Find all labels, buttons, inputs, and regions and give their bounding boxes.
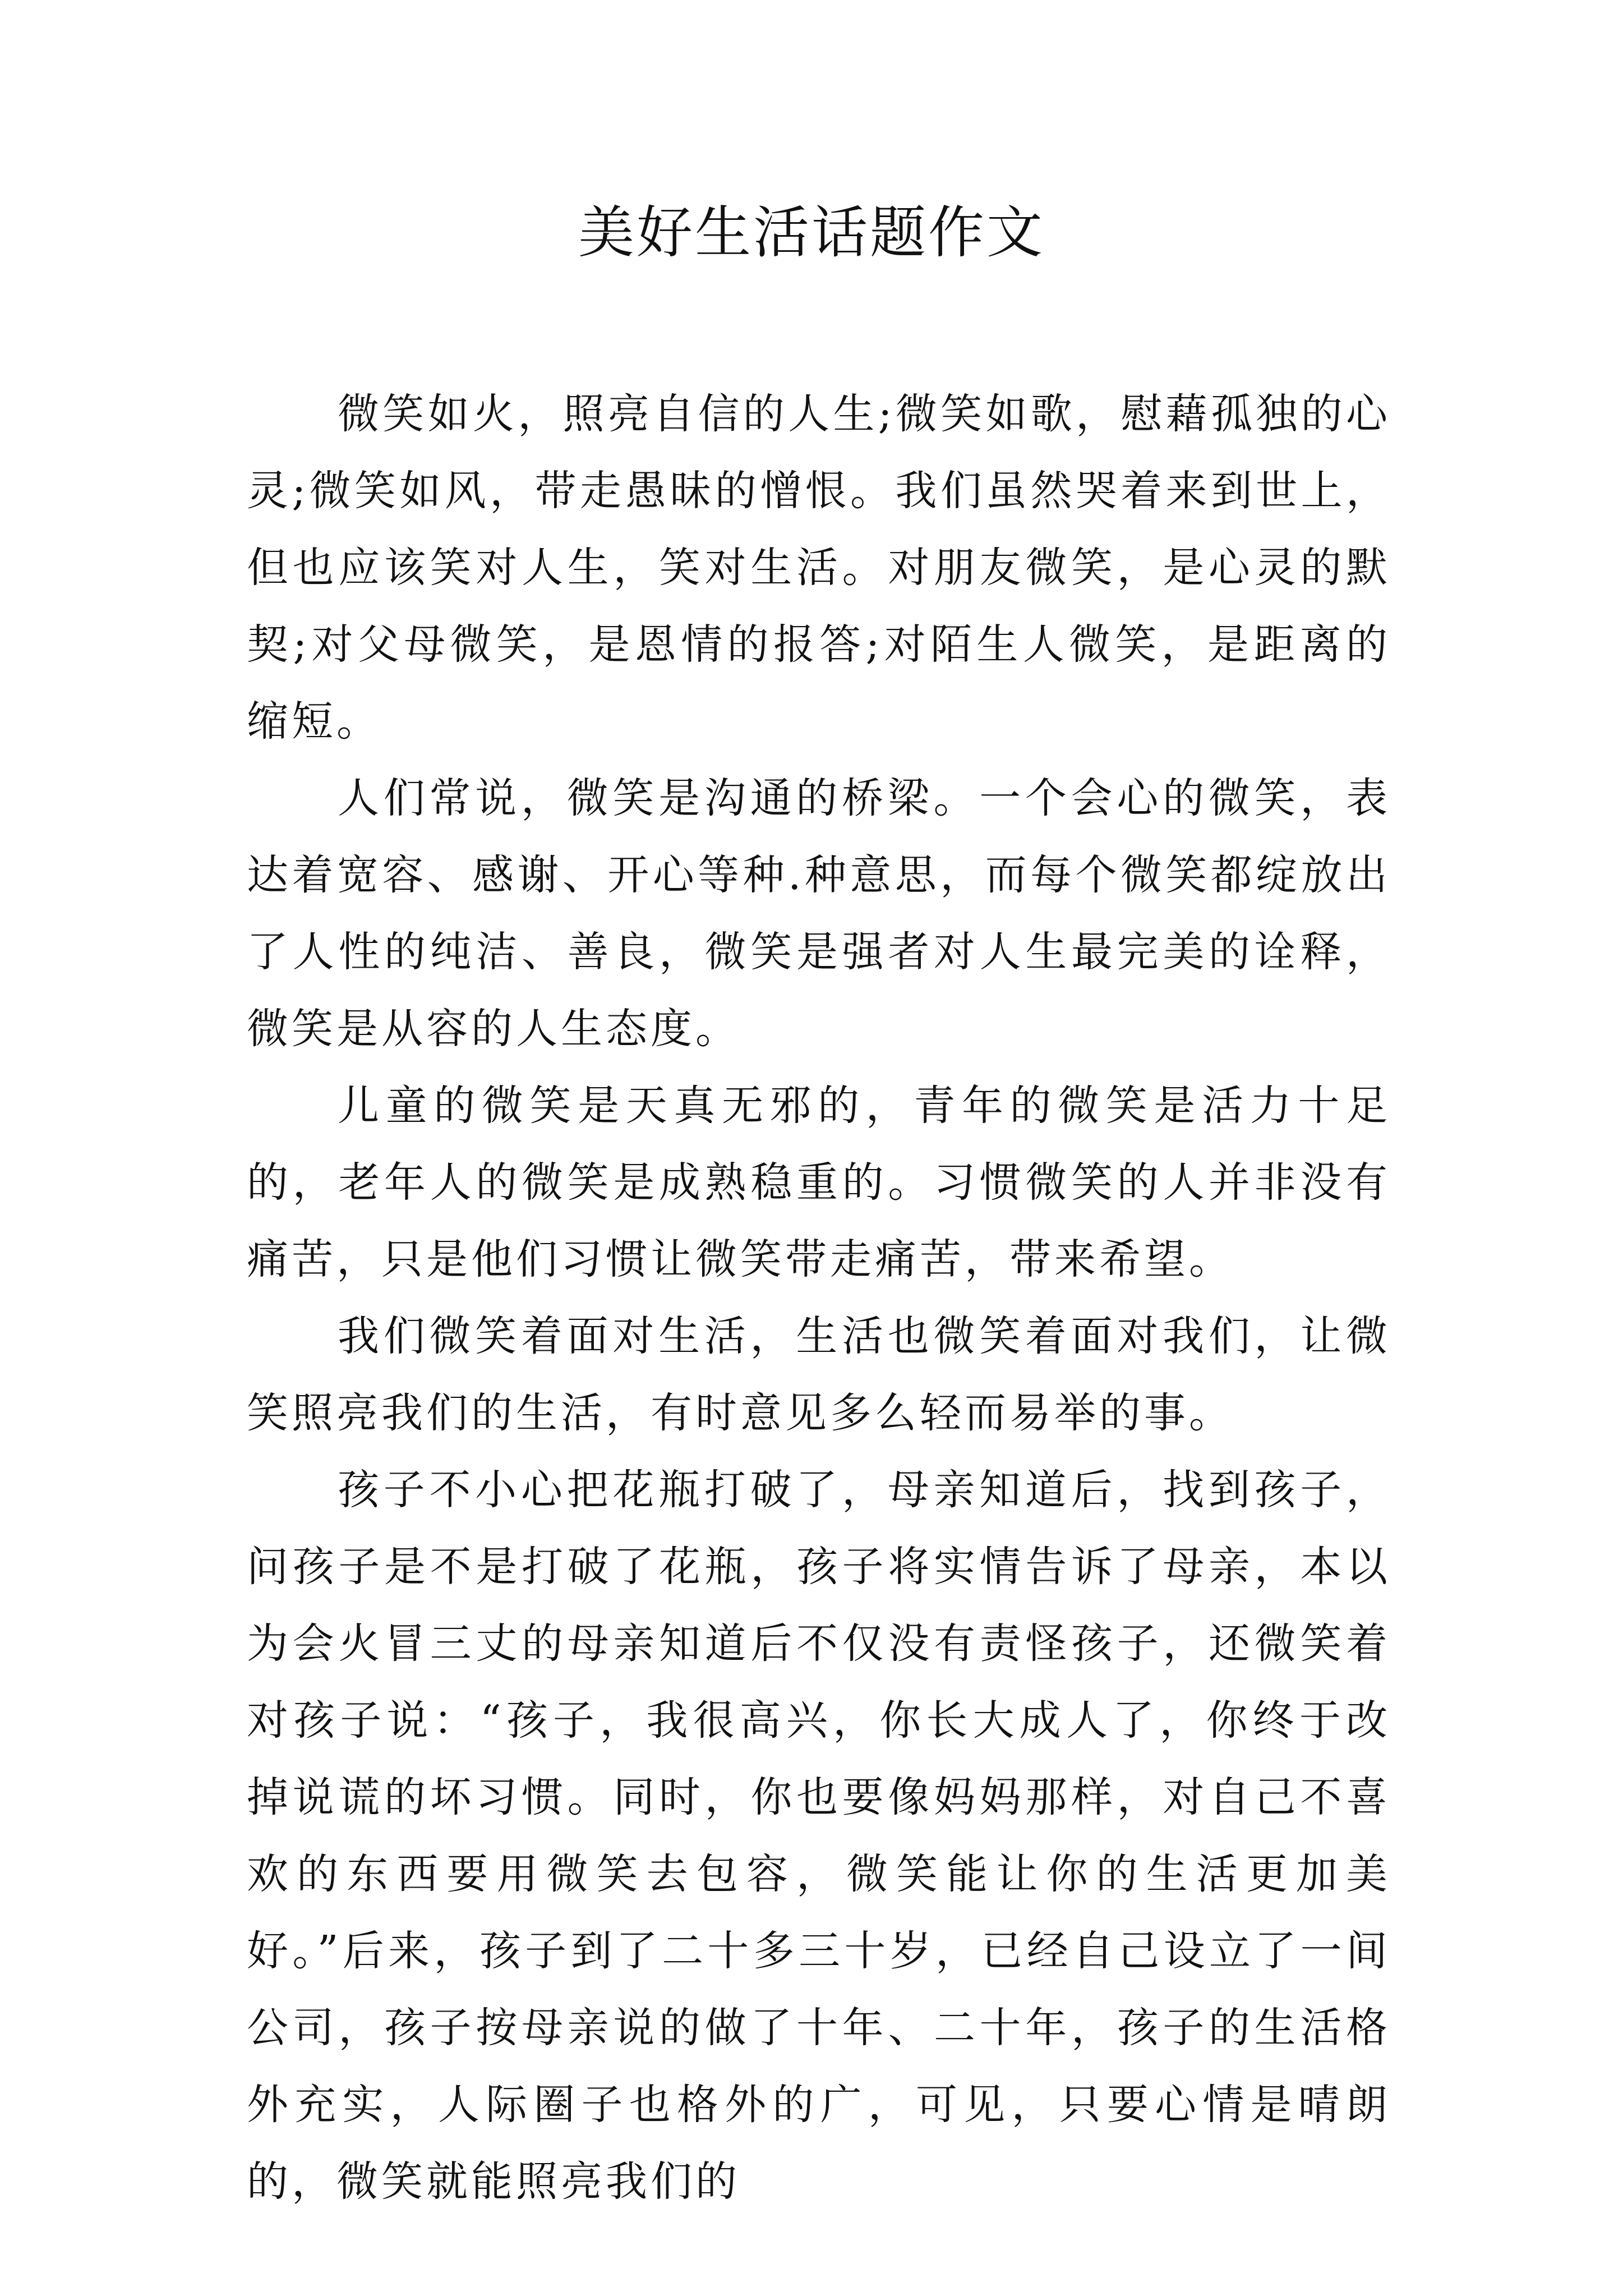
document-title: 美好生活话题作文 — [578, 200, 1045, 265]
paragraph-2: 人们常说，微笑是沟通的桥梁。一个会心的微笑，表达着宽容、感谢、开心等种.种意思，而每个微笑都绽放出了人性的纯洁、善良，微笑是强者对人生最完美的诠释，微笑是从容的人生态度。 — [247, 774, 1391, 1053]
paragraph-1: 微笑如火，照亮自信的人生;微笑如歌，慰藉孤独的心灵;微笑如风，带走愚昧的憎恨。我们虽然哭着来到世上，但也应该笑对人生，笑对生活。对朋友微笑，是心灵的默契;对父母微笑，是恩情的报答;对陌生人微笑，是距离的缩短。 — [247, 390, 1391, 746]
paragraph-5: 孩子不小心把花瓶打破了，母亲知道后，找到孩子，问孩子是不是打破了花瓶，孩子将实情告诉了母亲，本以为会火冒三丈的母亲知道后不仅没有责怪孩子，还微笑着对孩子说：“孩子，我很高兴，你长大成人了，你终于改掉说谎的坏习惯。同时，你也要像妈妈那样，对自己不喜欢的东西要用微笑去包容，微笑能让你的生活更加美好。”后来，孩子到了二十多三十岁，已经自己设立了一间公司，孩子按母亲说的做了十年、二十年，孩子的生活格外充实，人际圈子也格外的广，可见，只要心情是晴朗的，微笑就能照亮我们的 — [247, 1466, 1391, 2206]
paragraph-4: 我们微笑着面对生活，生活也微笑着面对我们，让微笑照亮我们的生活，有时意见多么轻而易举的事。 — [247, 1312, 1391, 1437]
document-body — [247, 376, 1391, 2220]
paragraph-3: 儿童的微笑是天真无邪的，青年的微笑是活力十足的，老年人的微笑是成熟稳重的。习惯微笑的人并非没有痛苦，只是他们习惯让微笑带走痛苦，带来希望。 — [247, 1082, 1391, 1283]
